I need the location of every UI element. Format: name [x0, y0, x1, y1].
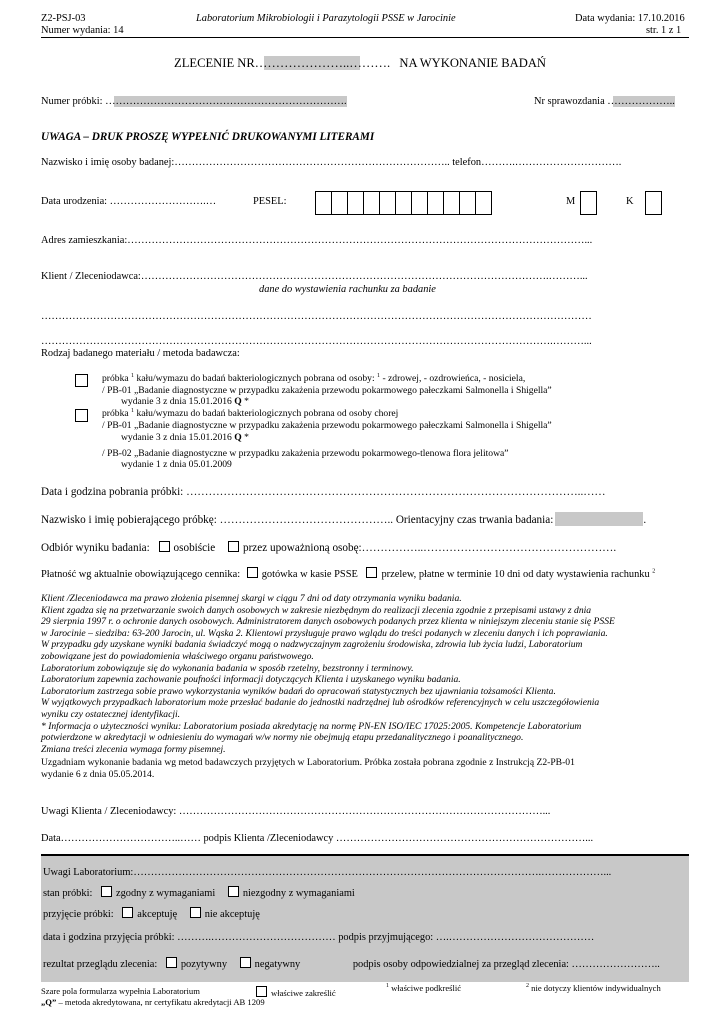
review-signature-field[interactable]: podpis osoby odpowiedzialnej za przegląd zlecenia: …………………….. [352, 959, 660, 970]
footer-individual-note: $^2$ nie dotyczy klientów indywidualnych [526, 983, 661, 993]
header-divider [41, 37, 689, 38]
payment-row: Płatność wg aktualnie obowiązującego cennika: gotówka w kasie PSSE przelew, płatne w terminie 10 dni od daty wystawienia rachunku $^2$ [41, 568, 656, 580]
order-title [174, 56, 546, 71]
gender-k-box[interactable] [645, 191, 662, 215]
order-title-suffix: NA WYKONANIE BADAŃ [399, 56, 547, 70]
report-number-field[interactable]: Nr sprawozdania ……………….. [534, 96, 675, 107]
page-number: str. 1 z 1 [646, 25, 682, 36]
terms-paragraph: Klient /Zleceniodawca ma prawo złożenia pisemnej skargi w ciągu 7 dni od daty otrzymania wyniku badania. Klient zgadza się na przetwarzanie swoich danych osobowych w zakresie niezbędnym do realizacji zlecenia zgodnie z przepisami ustawy z dnia 29 sierpnia 1997 r. o ochronie danych osobowych. Administratorem danych osobowych podanych przez klienta w niniejszym zleceniu stanie się PSSE w Jarocinie – siedziba: 63-200 Jarocin, ul. Wąska 2. Klientowi przysługuje prawo wglądu do treści podanych w zleceniu danych i ich poprawiania. W przypadku gdy uzyskane wyniki badania świadczyć mogą o nadzwyczajnym zagrożeniu środowiska, zdrowia lub życia ludzi, Laboratorium zobowiązane jest do powiadomienia właściwego organu państwowego. Laboratorium zobowiązuje się do wykonania badania w sposób rzetelny, bezstronny i terminowy. Laboratorium zapewnia zachowanie poufności informacji dotyczących Klienta i uzyskanego wyniku badania. Laboratorium zastrzega sobie prawo wykorzystania wyników badań do opracowań statystycznych bez ujawniania tożsamości Klienta. W wyjątkowych przypadkach laboratorium może przesłać badanie do jednostki nadrzędnej lub ośrodków referencyjnych w celu uszczegółowienia wyniku czy ostatecznej identyfikacji. * Informacja o użyteczności wyniku: Laboratorium posiada akredytację na normę PN-EN ISO/IEC 17025:2005. Kompetencje Laboratorium potwierdzone w akredytacji w odniesieniu do wymagań w/w normy nie obejmują etapu przedanalitycznego i poanalitycznego. Zmiana treści zlecenia wymaga formy pisemnej. [41, 593, 615, 755]
client-remarks-field[interactable]: Uwagi Klienta / Zleceniodawcy: ……………………………………………………………………………………………... [41, 806, 551, 817]
option-2-text: próbka $^1$ kału/wymazu do badań bakteriologicznych pobrana od osoby chorej [102, 408, 399, 420]
name-phone-field[interactable]: Nazwisko i imię osoby badanej:…………………………………………………………………….. telefon……….…………………………. [41, 157, 622, 168]
option-3-edition: wydanie 1 z dnia 05.01.2009 [121, 459, 232, 470]
sample-number-field[interactable]: Numer próbki: ……………………………………………………………. [41, 96, 347, 107]
option-1-method: / PB-01 „Badanie diagnostyczne w przypadku zakażenia przewodu pokarmowego pałeczkami Salmonella i Shigella” [102, 385, 552, 396]
gender-m-box[interactable] [580, 191, 597, 215]
payment-cash-checkbox[interactable]: gotówka w kasie PSSE [247, 569, 358, 580]
option-sick-checkbox[interactable] [75, 408, 92, 426]
option-1-text: próbka $^1$ kału/wymazu do badań bakteriologicznych pobrana od osoby: $^1$ - zdrowej, - ozdrowieńca, - nosiciela, [102, 373, 526, 385]
client-field[interactable]: Klient / Zleceniodawca:……………………………………………………………………………………………………….………... [41, 271, 588, 282]
footer-q-note: „Q” – metoda akredytowana, nr certyfikatu akredytacji AB 1209 [41, 997, 265, 1007]
footer-underline-note: $^1$ właściwe podkreślić [386, 983, 462, 993]
print-notice: UWAGA – DRUK PROSZĘ WYPEŁNIĆ DRUKOWANYMI LITERAMI [41, 131, 375, 143]
state-ok-checkbox[interactable]: zgodny z wymaganiami [101, 888, 215, 899]
client-dots-line-1[interactable]: …………………………………………………………………………………………………………………………………………… [41, 311, 592, 322]
option-healthy-checkbox[interactable] [75, 373, 92, 391]
client-dots-line-2[interactable]: ………………………………………………………………………………………………………………………………….………... [41, 336, 592, 347]
lab-remarks-field[interactable]: Uwagi Laboratorium:……………………………………………………………………………………………………….………………... [43, 867, 612, 878]
payment-transfer-checkbox[interactable]: przelew, płatne w terminie 10 dni od daty wystawienia rachunku $^2$ [366, 569, 655, 580]
state-bad-checkbox[interactable]: niezgodny z wymaganiami [228, 888, 355, 899]
material-label: Rodzaj badanego materiału / metoda badawcza: [41, 348, 240, 359]
gender-k-label: K [626, 196, 634, 207]
option-3-method: / PB-02 „Badanie diagnostyczne w przypadku zakażenia przewodu pokarmowego-tlenowa flora jelitowa” [102, 448, 509, 459]
received-field[interactable]: data i godzina przyjęcia próbki: ……….……………………………… podpis przyjmującego: ….…………………………………… [43, 932, 595, 943]
address-field[interactable]: Adres zamieszkania:……………………………………………………………………………………………………………………... [41, 235, 593, 246]
review-row: rezultat przeglądu zlecenia: pozytywny negatywny podpis osoby odpowiedzialnej za przegląd zlecenia: …………………….. [43, 959, 660, 970]
birth-date-field[interactable]: Data urodzenia: ……………………….… [41, 196, 217, 207]
agreement-paragraph: Uzgadniam wykonanie badania wg metod badawczych przyjętych w Laboratorium. Próbka została pobrana zgodnie z Instrukcją Z2-PB-01 wydanie 6 z dnia 05.05.2014. [41, 757, 575, 780]
issue-date: Data wydania: 17.10.2016 [575, 13, 685, 24]
collector-field[interactable]: Nazwisko i imię pobierającego próbkę: ……………………………………….. Orientacyjny czas trwania badania: . [41, 514, 647, 526]
lab-name: Laboratorium Mikrobiologii i Parazytologii PSSE w Jarocinie [196, 13, 456, 24]
pickup-proxy-checkbox[interactable]: przez upoważnioną osobę:……………..……………………………………………. [228, 542, 616, 554]
sample-acceptance-row: przyjęcie próbki: akceptuję nie akceptuję [43, 909, 260, 920]
review-positive-checkbox[interactable]: pozytywny [166, 959, 227, 970]
footer-grey-note: Szare pola formularza wypełnia Laboratorium [41, 986, 200, 996]
result-pickup-row: Odbiór wyniku badania: osobiście przez upoważnioną osobę:……………..……………………………………………. [41, 542, 617, 554]
option-1-edition: wydanie 3 z dnia 15.01.2016 Q * [121, 396, 249, 407]
option-2-edition: wydanie 3 z dnia 15.01.2016 Q * [121, 432, 249, 443]
client-signature-field[interactable]: Data……………………………..…… podpis Klienta /Zleceniodawcy ………………………………………………………………... [41, 833, 594, 844]
gender-m-label: M [566, 196, 576, 207]
document-code: Z2-PSJ-03 [41, 13, 86, 24]
pickup-self-checkbox[interactable]: osobiście [159, 542, 216, 554]
footer-check-note: właściwe zakreślić [256, 986, 336, 998]
order-number-field[interactable]: ZLECENIE NR…………………..………. [174, 56, 391, 70]
review-negative-checkbox[interactable]: negatywny [240, 959, 301, 970]
pesel-label: PESEL: [253, 196, 287, 207]
client-note: dane do wystawienia rachunku za badanie [259, 284, 436, 295]
sampling-date-field[interactable]: Data i godzina pobrania próbki: ……………………………………………………………………………………………..…… [41, 486, 606, 498]
pesel-input[interactable] [316, 191, 492, 215]
edition-number: Numer wydania: 14 [41, 25, 124, 36]
reject-checkbox[interactable]: nie akceptuję [190, 909, 260, 920]
sample-state-row: stan próbki: zgodny z wymaganiami niezgodny z wymaganiami [43, 888, 355, 899]
option-2-method: / PB-01 „Badanie diagnostyczne w przypadku zakażenia przewodu pokarmowego pałeczkami Salmonella i Shigella” [102, 420, 552, 431]
accept-checkbox[interactable]: akceptuję [122, 909, 177, 920]
